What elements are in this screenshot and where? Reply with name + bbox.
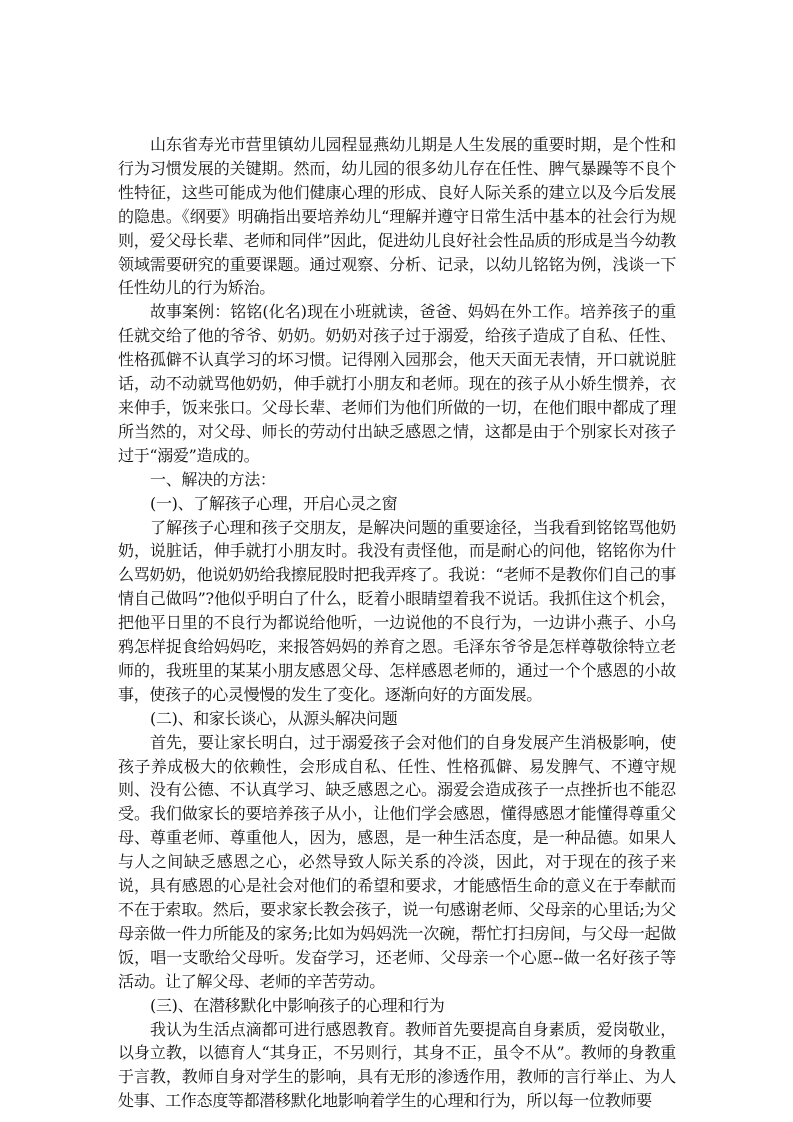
understand-child-paragraph: 了解孩子心理和孩子交朋友，是解决问题的重要途径，当我看到铭铭骂他奶奶，说脏话，伸手就打小朋友时。我没有责怪他，而是耐心的问他，铭铭你为什么骂奶奶，他说奶奶给我擦屁股时把我弄疼了。我说：“老师不是教你们自己的事情自己做吗”?他似乎明白了什么，眨着小眼睛望着我不说话。我抓住这个机会，把他平日里的不良行为都说给他听，一边说他的不良行为，一边讲小燕子、小乌鸦怎样捉食给妈妈吃，来报答妈妈的养育之恩。毛泽东爷爷是怎样尊敬徐特立老师的，我班里的某某小朋友感恩父母、怎样感恩老师的，通过一个个感恩的小故事，使孩子的心灵慢慢的发生了变化。逐渐向好的方面发展。 xyxy=(118,517,676,704)
story-case-paragraph: 故事案例：铭铭(化名)现在小班就读，爸爸、妈妈在外工作。培养孩子的重任就交给了他的爷爷、奶奶。奶奶对孩子过于溺爱，给孩子造成了自私、任性、性格孤僻不认真学习的坏习惯。记得刚入园那会，他天天面无表情，开口就说脏话，动不动就骂他奶奶，伸手就打小朋友和老师。现在的孩子从小娇生惯养，衣来伸手，饭来张口。父母长辈、老师们为他们所做的一切，在他们眼中都成了理所当然的，对父母、师长的劳动付出缺乏感恩之情，这都是由于个别家长对孩子过于“溺爱”造成的。 xyxy=(118,302,676,465)
influence-paragraph: 我认为生活点滴都可进行感恩教育。教师首先要提高自身素质，爱岗敬业，以身立教，以德育人“其身正，不另则行，其身不正，虽令不从”。教师的身教重于言教，教师自身对学生的影响，具有无形的渗透作用，教师的言行举止、为人处事、工作态度等都潜移默化地影响着学生的心理和行为，所以每一位教师要 xyxy=(118,1019,676,1111)
parents-talk-paragraph: 首先，要让家长明白，过于溺爱孩子会对他们的自身发展产生消极影响，使孩子养成极大的依赖性，会形成自私、任性、性格孤僻、易发脾气、不遵守规则、没有公德、不认真学习、缺乏感恩之心。溺爱会造成孩子一点挫折也不能忍受。我们做家长的要培养孩子从小，让他们学会感恩，懂得感恩才能懂得尊重父母、尊重老师、尊重他人，因为，感恩，是一种生活态度，是一种品德。如果人与人之间缺乏感恩之心，必然导致人际关系的冷淡，因此，对于现在的孩子来说，具有感恩的心是社会对他们的希望和要求，才能感悟生命的意义在于奉献而不在于索取。然后，要求家长教会孩子，说一句感谢老师、父母亲的心里话;为父母亲做一件力所能及的家务;比如为妈妈洗一次碗，帮忙打扫房间，与父母一起做饭，唱一支歌给父母听。发奋学习，还老师、父母亲一个心愿--做一名好孩子等活动。让了解父母、老师的辛苦劳动。 xyxy=(118,732,676,991)
document-page xyxy=(118,133,676,1113)
subheading-1: (一)、了解孩子心理，开启心灵之窗 xyxy=(150,493,398,513)
intro-paragraph: 山东省寿光市营里镇幼儿园程显燕幼儿期是人生发展的重要时期，是个性和行为习惯发展的关键期。然而，幼儿园的很多幼儿存在任性、脾气暴躁等不良个性特征，这些可能成为他们健康心理的形成、良好人际关系的建立以及今后发展的隐患。《纲要》明确指出要培养幼儿“理解并遵守日常生活中基本的社会行为规则，爱父母长辈、老师和同伴”因此，促进幼儿良好社会性品质的形成是当今幼教领域需要研究的重要课题。通过观察、分析、记录，以幼儿铭铭为例，浅谈一下任性幼儿的行为矫治。 xyxy=(118,135,676,298)
subheading-3: (三)、在潜移默化中影响孩子的心理和行为 xyxy=(150,995,445,1015)
section-heading-methods: 一、解决的方法： xyxy=(150,469,276,489)
subheading-2: (二)、和家长谈心，从源头解决问题 xyxy=(150,708,398,728)
